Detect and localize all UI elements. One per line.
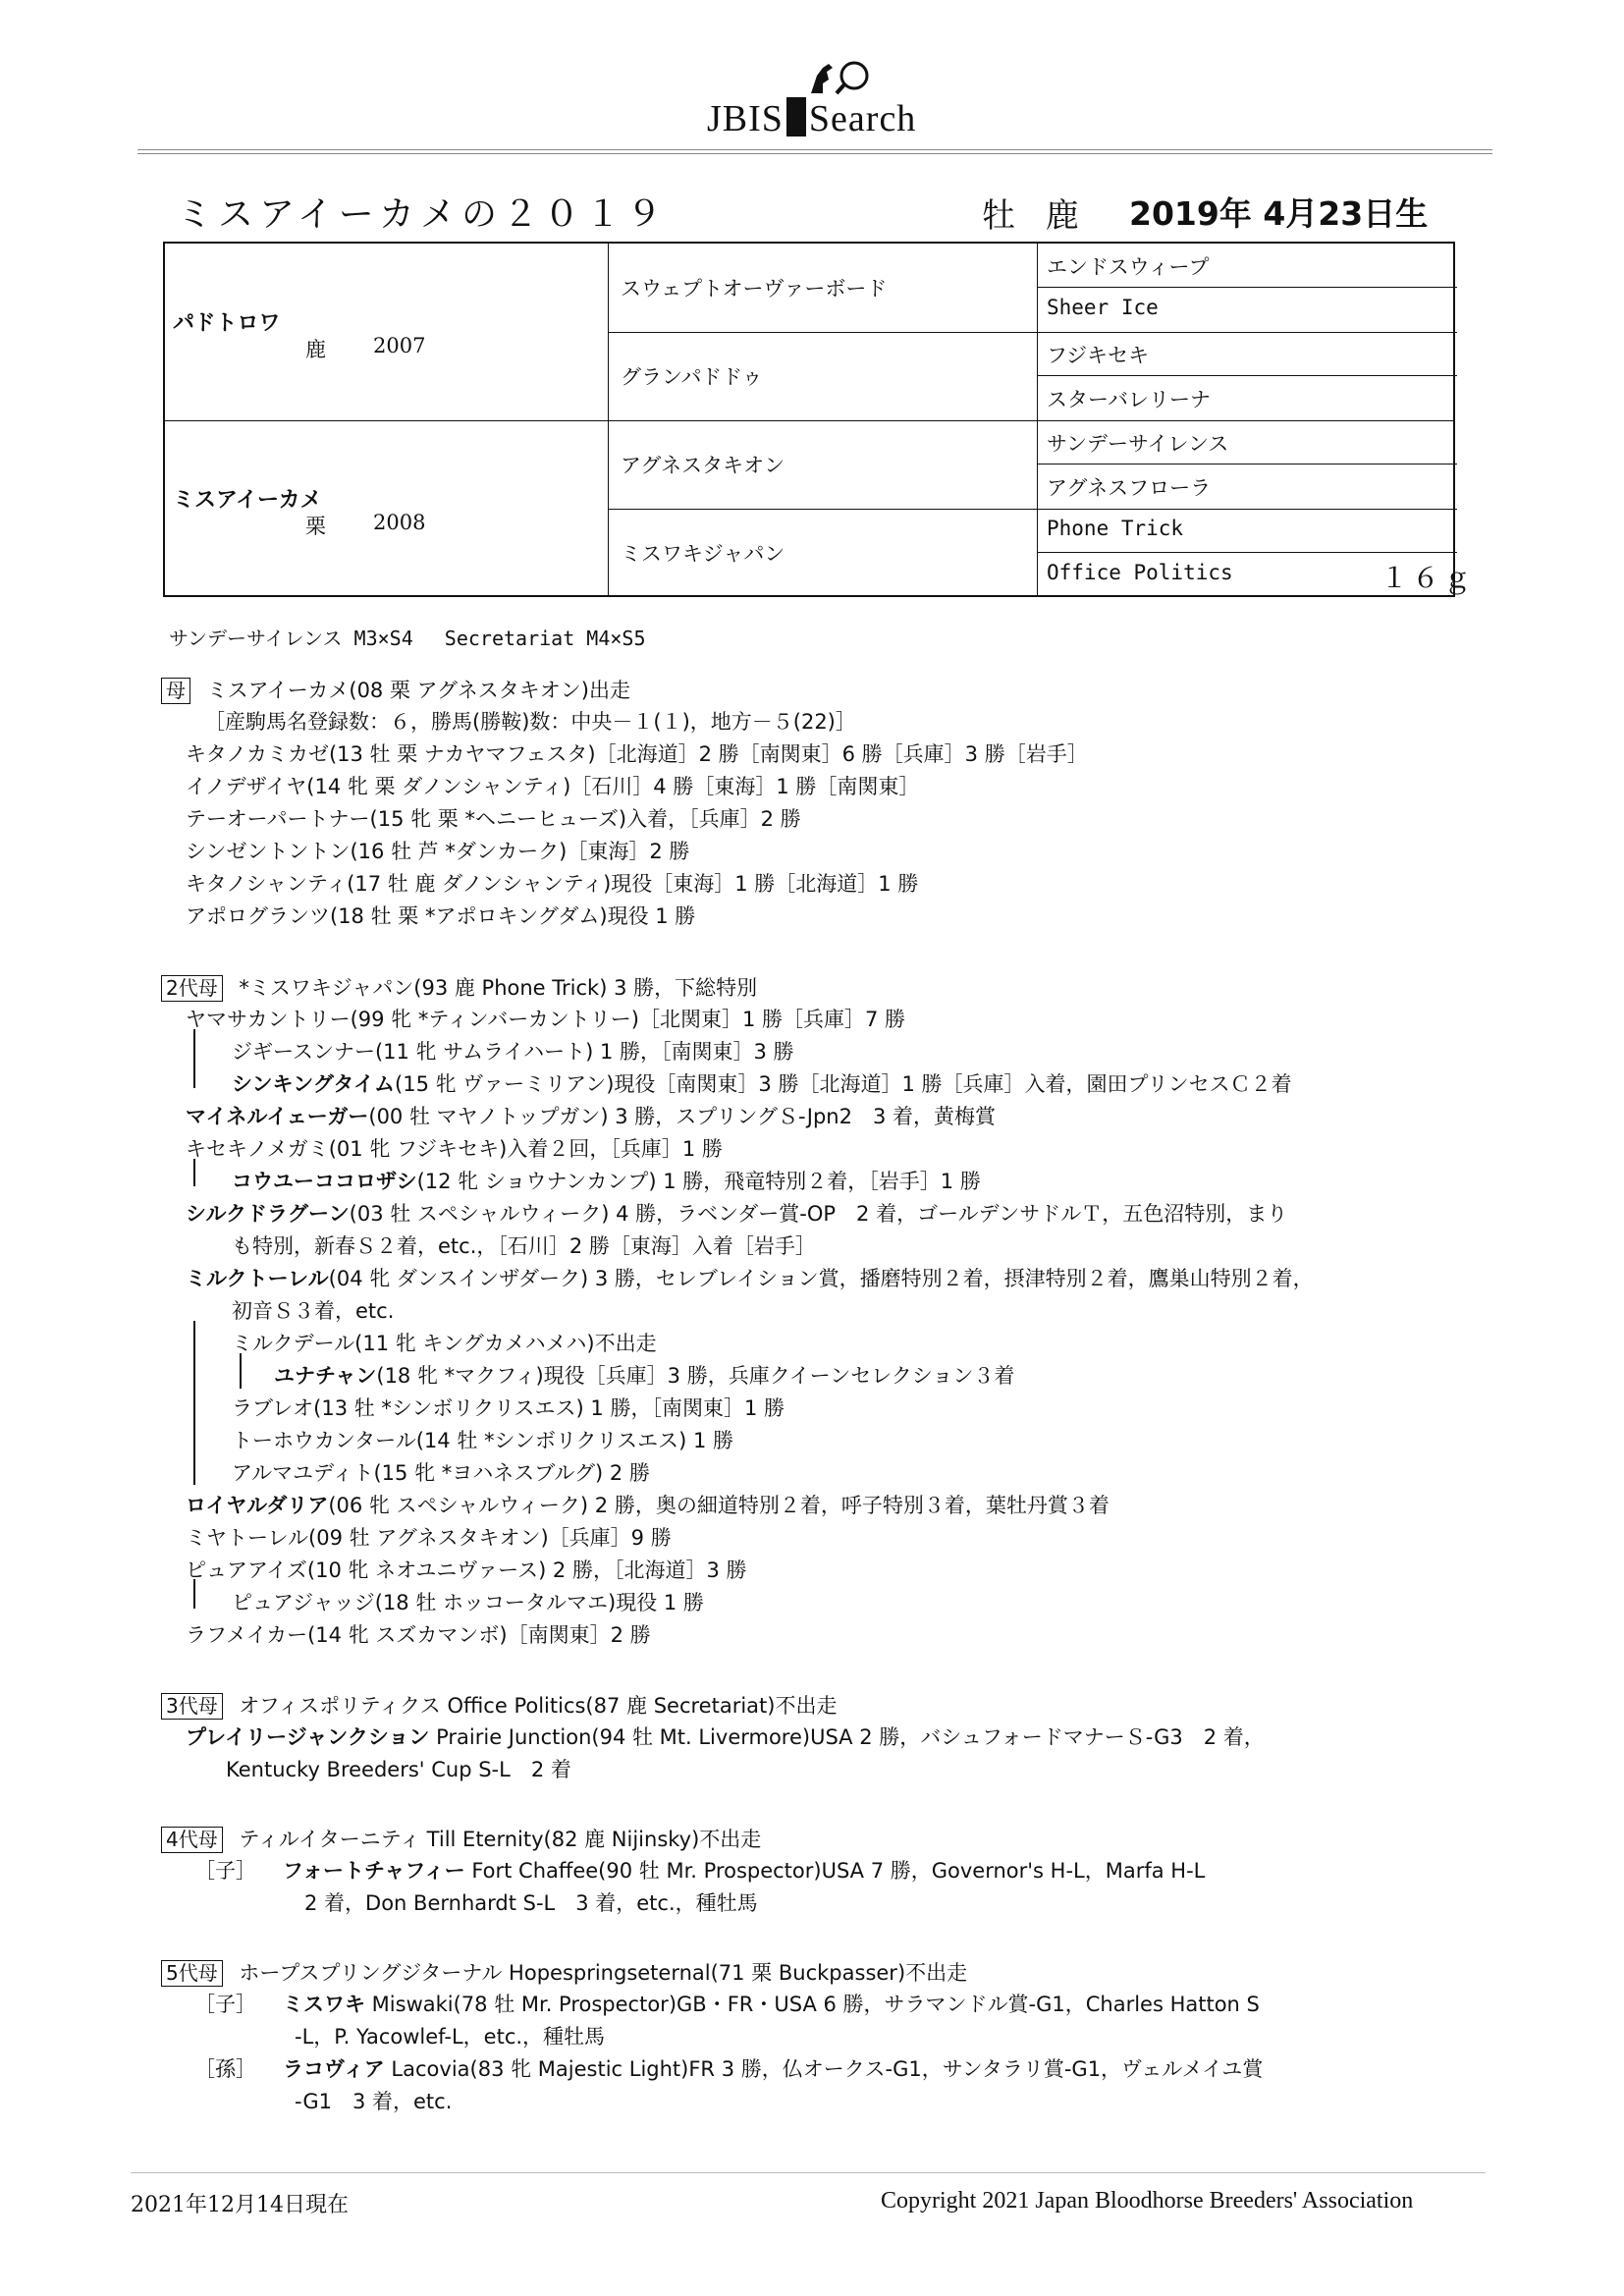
- gen2-dam-sire: アグネスタキオン: [621, 454, 785, 477]
- gen3-cell-1: エンドスウィープ: [1047, 255, 1210, 279]
- branch-bar: [193, 1029, 195, 1088]
- gen5-line-2: -L，P. Yacowlef-L，etc.，種牡馬: [295, 2025, 606, 2049]
- gen2-line-17: [186, 1528, 672, 1549]
- header-rule: [137, 149, 1492, 150]
- dam-line-6: シンゼントントン(16 牡 芦 *ダンカーク)［東海］2 勝: [186, 840, 690, 863]
- gen2-line-7-rest: (03 牡 スペシャルウィーク) 4 勝，ラベンダー賞-OP 2 着，ゴールデンサドルＴ，五色沼特別，まり: [349, 1202, 1288, 1226]
- gen2-line-18: [186, 1560, 747, 1581]
- sire-color: 鹿: [305, 338, 326, 361]
- gen5-head: ホープスプリングジターナル Hopespringseternal(71 栗 Buckpasser)不出走: [239, 1961, 968, 1985]
- dam-line-3: キタノカミカゼ(13 牡 栗 ナカヤマフェスタ)［北海道］2 勝［南関東］6 勝［兵庫］3 勝［岩手］: [186, 742, 1088, 766]
- gen2-line-1: [186, 1010, 905, 1030]
- gen2-line-10: [232, 1301, 394, 1322]
- pedigree-note: １６ｇ: [1380, 562, 1476, 594]
- dam-line-2: ［産駒馬名登録数：６，勝馬(勝鞍)数：中央－１(１)，地方－５(22)］: [204, 710, 856, 734]
- sire-name: パドトロワ: [173, 311, 281, 336]
- horse-title: ミスアイーカメの２０１９: [177, 194, 669, 235]
- gen2-line-7-name: シルクドラグーン: [186, 1202, 350, 1226]
- section-label-dam: 母: [161, 678, 190, 704]
- section-dam: [161, 678, 630, 704]
- gen2-line-3-rest: (15 牝 ヴァーミリアン)現役［南関東］3 勝［北海道］1 勝［兵庫］入着，園田プリンセスＣ２着: [395, 1072, 1292, 1096]
- footer-copyright: Copyright 2021 Japan Bloodhorse Breeders' Association: [881, 2188, 1414, 2214]
- gen2-line-19-rest: ピュアジャッジ(18 牡 ホッコータルマエ)現役 1 勝: [232, 1591, 704, 1614]
- gen2-line-15-rest: アルマユディト(15 牝 *ヨハネスブルグ) 2 勝: [232, 1461, 650, 1485]
- gen2-line-14-rest: トーホウカンタール(14 牡 *シンボリクリスエス) 1 勝: [232, 1429, 734, 1452]
- gen2-line-9-rest: (04 牝 ダンスインザダーク) 3 勝，セレブレイション賞，播磨特別２着，摂津特別２着，鷹巣山特別２着，: [328, 1267, 1314, 1290]
- gen5-line-1-rest: Miswaki(78 牡 Mr. Prospector)GB・FR・USA 6 勝，サラマンドル賞-G1，Charles Hatton S: [365, 1993, 1260, 2016]
- gen5-line-3-rest: Lacovia(83 牝 Majestic Light)FR 3 勝，仏オークス-G1，サンタラリ賞-G1，ヴェルメイユ賞: [384, 2057, 1264, 2081]
- gen4-line-1: [283, 1861, 1205, 1882]
- gen2-line-12-name: ユナチャン: [274, 1364, 377, 1388]
- gen2-line-6: [232, 1172, 981, 1192]
- gen2-line-16: [186, 1496, 1110, 1516]
- sex-color: 牡 鹿: [982, 196, 1089, 236]
- branch-bar: [240, 1353, 242, 1389]
- gen4-line-2: 2 着，Don Bernhardt S-L 3 着，etc.，種牡馬: [304, 1891, 758, 1915]
- dam-line-4: イノデザイヤ(14 牝 栗 ダノンシャンティ)［石川］4 勝［東海］1 勝［南関東］: [186, 775, 920, 798]
- gen2-head: *ミスワキジャパン(93 鹿 Phone Trick) 3 勝，下総特別: [239, 976, 758, 1000]
- dam-line-8: アポログランツ(18 牡 栗 *アポロキングダム)現役 1 勝: [186, 904, 696, 928]
- gen2-line-9: [186, 1269, 1314, 1289]
- gen2-sire-sire: スウェプトオーヴァーボード: [621, 277, 888, 301]
- gen2-line-3-name: シンキングタイム: [232, 1072, 396, 1096]
- gen5-line-1-name: ミスワキ: [283, 1993, 365, 2016]
- gen2-line-2-rest: ジギースンナー(11 牝 サムライハート) 1 勝，［南関東］3 勝: [232, 1040, 794, 1064]
- section-gen5: [161, 1960, 967, 1987]
- dam-line-1: ミスアイーカメ(08 栗 アグネスタキオン)出走: [206, 679, 630, 702]
- gen4-line-1-name: フォートチャフィー: [283, 1859, 465, 1883]
- gen2-line-20: [186, 1625, 651, 1646]
- gen2-line-9-name: ミルクトーレル: [186, 1267, 329, 1290]
- gen2-line-5: [186, 1139, 723, 1160]
- gen2-line-15: [232, 1463, 650, 1484]
- gen5-line-1: [283, 1995, 1260, 2015]
- section-label-gen2: 2代母: [161, 975, 223, 1002]
- gen3-line-1-rest: Prairie Junction(94 牡 Mt. Livermore)USA 2 勝，バシュフォードマナーＳ-G3 2 着，: [429, 1725, 1265, 1749]
- sire-year: 2007: [373, 334, 426, 357]
- gen4-tag: ［子］: [194, 1859, 256, 1883]
- dam-name: ミスアイーカメ: [173, 488, 322, 513]
- gen2-line-13-rest: ラブレオ(13 牡 *シンボリクリスエス) 1 勝，［南関東］1 勝: [232, 1396, 785, 1420]
- gen2-line-4-rest: (00 牡 マヤノトップガン) 3 勝，スプリングＳ-Jpn2 3 着，黄梅賞: [368, 1105, 996, 1128]
- gen2-line-12: [274, 1366, 1014, 1387]
- gen2-line-6-rest: (12 牝 ショウナンカンプ) 1 勝，飛竜特別２着，［岩手］1 勝: [416, 1170, 981, 1193]
- gen3-cell-4: スターバレリーナ: [1047, 388, 1211, 411]
- gen3-cell-6: アグネスフローラ: [1047, 476, 1212, 500]
- gen2-line-18-rest: ピュアアイズ(10 牝 ネオユニヴァース) 2 勝，［北海道］3 勝: [186, 1558, 747, 1582]
- gen2-line-1-rest: ヤマサカントリー(99 牝 *ティンバーカントリー)［北関東］1 勝［兵庫］7 勝: [186, 1008, 906, 1031]
- gen2-line-12-rest: (18 牝 *マクフィ)現役［兵庫］3 勝，兵庫クイーンセレクション３着: [376, 1364, 1015, 1388]
- section-label-gen4: 4代母: [161, 1827, 223, 1853]
- gen3-head: オフィスポリティクス Office Politics(87 鹿 Secretariat)不出走: [239, 1694, 838, 1718]
- gen2-line-16-rest: (06 牝 スペシャルウィーク) 2 勝，奥の細道特別２着，呼子特別３着，葉牡丹賞３着: [328, 1494, 1110, 1517]
- dam-color: 栗: [305, 515, 326, 538]
- gen2-line-4-name: マイネルイェーガー: [186, 1105, 369, 1128]
- gen4-line-1-rest: Fort Chaffee(90 牡 Mr. Prospector)USA 7 勝，Governor's H-L，Marfa H-L: [464, 1859, 1206, 1883]
- inbreeding-note: サンデーサイレンス M3×S4 Secretariat M4×S5: [169, 627, 646, 650]
- gen3-line-2: Kentucky Breeders' Cup S-L 2 着: [226, 1758, 571, 1781]
- dam-line-7: キタノシャンティ(17 牡 鹿 ダノンシャンティ)現役［東海］1 勝［北海道］1 勝: [186, 872, 919, 896]
- footer-date: 2021年12月14日現在: [131, 2193, 349, 2217]
- gen3-line-1: [186, 1727, 1265, 1748]
- gen3-cell-2: Sheer Ice: [1047, 296, 1159, 319]
- branch-bar: [193, 1579, 195, 1609]
- jbis-search-logo: [707, 54, 943, 147]
- gen3-cell-8: Office Politics: [1047, 561, 1233, 584]
- gen2-line-7: [186, 1204, 1287, 1225]
- gen2-line-6-name: コウユーココロザシ: [232, 1170, 417, 1193]
- gen5-line-4: -G1 3 着，etc.: [295, 2090, 453, 2113]
- section-gen4: [161, 1827, 761, 1853]
- section-gen2: [161, 975, 757, 1002]
- section-label-gen3: 3代母: [161, 1693, 223, 1720]
- gen3-line-1-name: プレイリージャンクション: [186, 1725, 430, 1749]
- gen2-line-5-rest: キセキノメガミ(01 牝 フジキセキ)入着２回，［兵庫］1 勝: [186, 1137, 723, 1161]
- gen2-line-11: [232, 1334, 657, 1354]
- footer-rule: [131, 2172, 1486, 2173]
- dam-year: 2008: [373, 511, 426, 534]
- gen2-line-16-name: ロイヤルダリア: [186, 1494, 329, 1517]
- gen4-head: ティルイターニティ Till Eternity(82 鹿 Nijinsky)不出走: [239, 1828, 762, 1851]
- gen2-line-17-rest: ミヤトーレル(09 牡 アグネスタキオン)［兵庫］9 勝: [186, 1526, 672, 1550]
- gen2-dam-dam: ミスワキジャパン: [621, 542, 785, 566]
- section-gen3: [161, 1693, 837, 1720]
- gen5-line-3-name: ラコヴィア: [283, 2057, 385, 2081]
- logo-text-right: Search: [808, 98, 917, 139]
- branch-bar: [193, 1321, 195, 1485]
- gen2-line-13: [232, 1398, 785, 1419]
- logo-text-left: JBIS: [707, 98, 784, 139]
- gen2-line-20-rest: ラフメイカー(14 牝 スズカマンボ)［南関東］2 勝: [186, 1623, 651, 1647]
- gen5-tag-1: ［子］: [194, 1993, 256, 2016]
- gen2-line-8: [232, 1236, 816, 1257]
- branch-bar: [193, 1159, 195, 1186]
- gen2-line-2: [232, 1042, 794, 1063]
- horse-magnifier-icon: [793, 54, 882, 101]
- gen2-line-10-rest: 初音Ｓ３着，etc.: [232, 1299, 395, 1323]
- section-label-gen5: 5代母: [161, 1960, 223, 1987]
- dam-line-5: テーオーパートナー(15 牝 栗 *ヘニーヒューズ)入着，［兵庫］2 勝: [186, 807, 801, 831]
- gen2-line-4: [186, 1107, 996, 1127]
- gen2-line-11-rest: ミルクデール(11 牝 キングカメハメハ)不出走: [232, 1332, 657, 1355]
- gen3-cell-7: Phone Trick: [1047, 517, 1184, 540]
- gen2-sire-dam: グランパドドゥ: [621, 365, 763, 389]
- gen2-line-3: [232, 1074, 1292, 1095]
- birth-date: 2019年 4月23日生: [1129, 194, 1429, 233]
- gen3-cell-5: サンデーサイレンス: [1047, 432, 1229, 456]
- gen2-line-19: [232, 1593, 704, 1613]
- pedigree-table: [163, 242, 1476, 597]
- gen2-line-14: [232, 1431, 733, 1451]
- gen5-tag-2: ［孫］: [194, 2057, 256, 2081]
- gen3-cell-3: フジキセキ: [1047, 344, 1150, 367]
- gen2-line-8-rest: も特別，新春Ｓ２着，etc.，［石川］2 勝［東海］入着［岩手］: [232, 1234, 816, 1258]
- header-rule-2: [137, 153, 1492, 154]
- gen5-line-3: [283, 2059, 1263, 2080]
